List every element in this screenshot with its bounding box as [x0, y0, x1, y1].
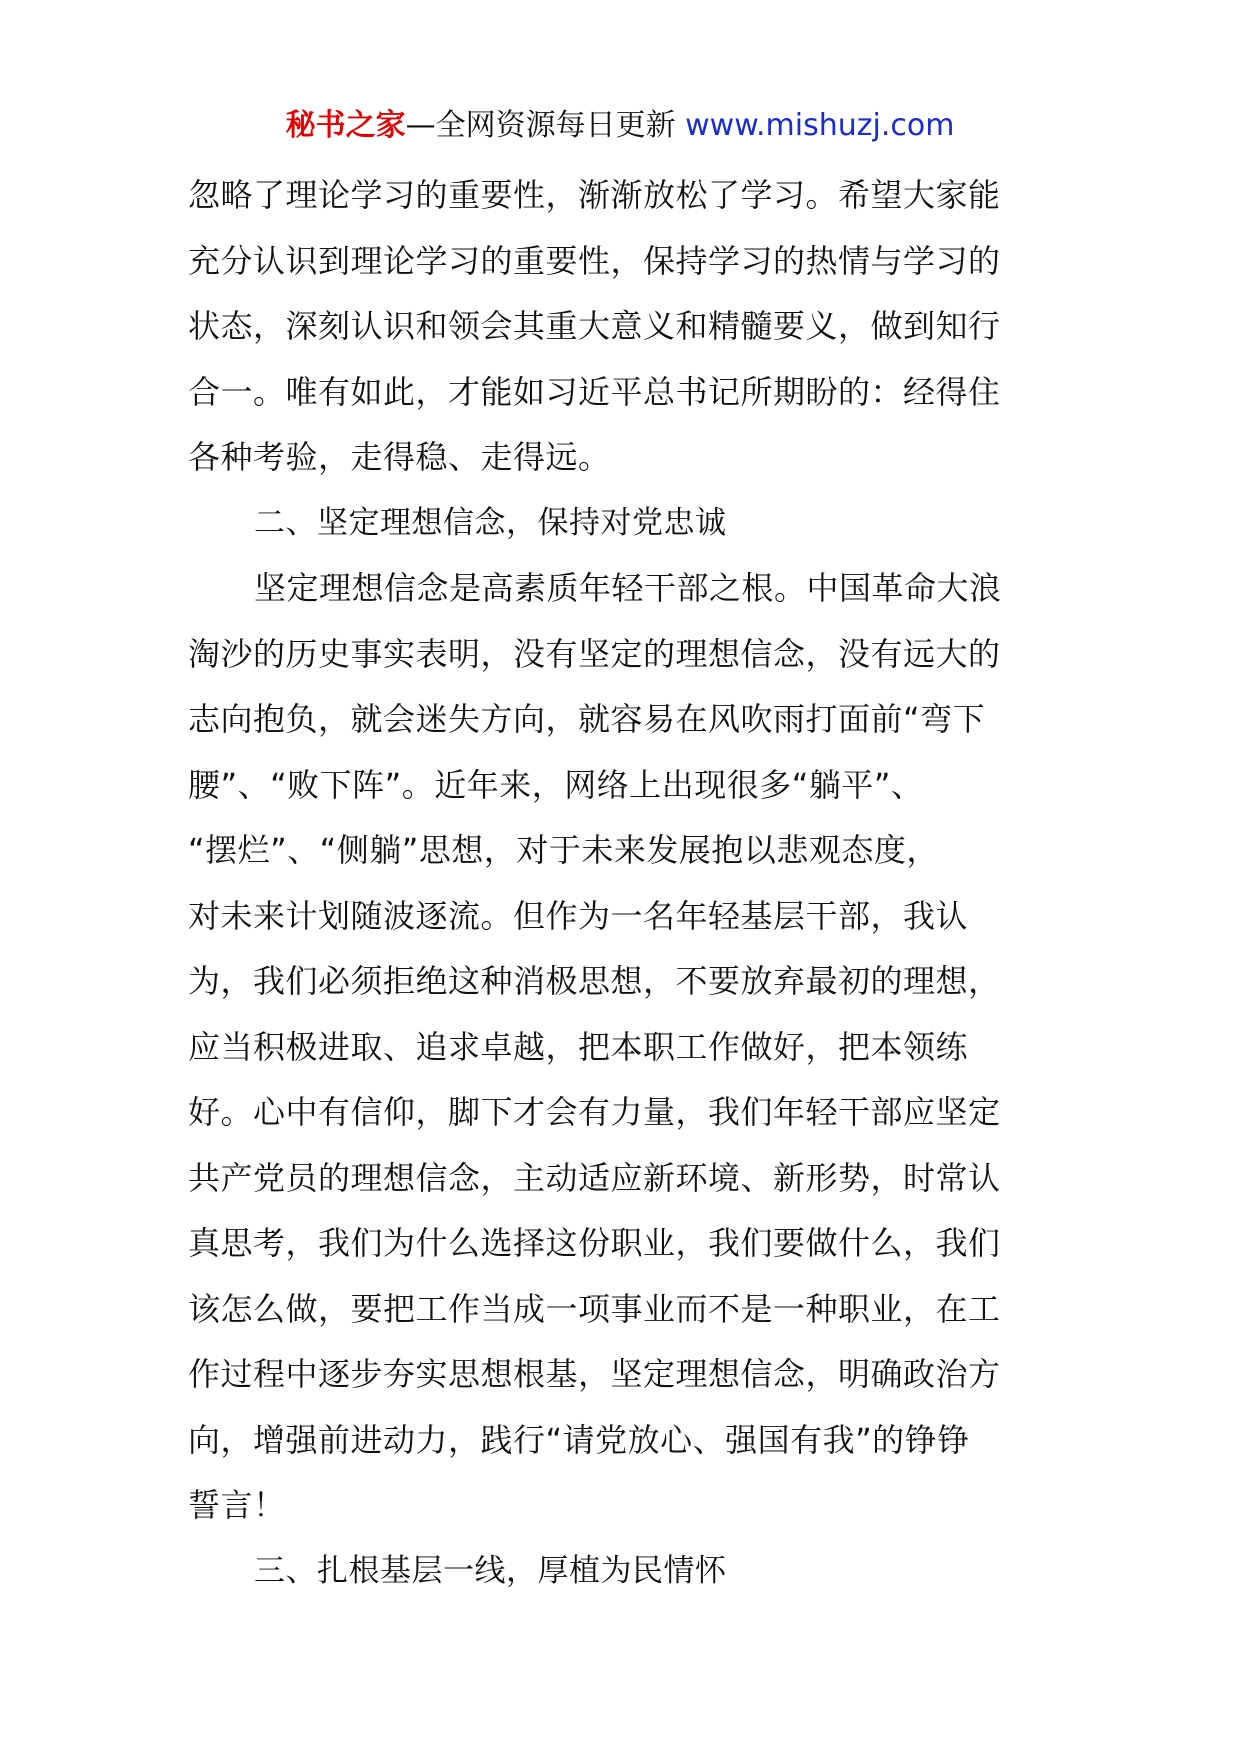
text-line: 状态，深刻认识和领会其重大意义和精髓要义，做到知行	[188, 307, 1001, 345]
text-line: 该怎么做，要把工作当成一项事业而不是一种职业，在工	[188, 1289, 1001, 1328]
text-line: 忽略了理论学习的重要性，渐渐放松了学习。希望大家能	[188, 176, 1001, 214]
section-heading-3: 三、扎根基层一线，厚植为民情怀	[254, 1552, 727, 1589]
text-line: 共产党员的理想信念，主动适应新环境、新形势，时常认	[188, 1158, 1001, 1197]
text-line: 志向抱负，就会迷失方向，就容易在风吹雨打面前“弯下	[188, 700, 986, 738]
text-line: 应当积极进取、追求卓越，把本职工作做好，把本领练	[188, 1027, 969, 1066]
text-line: 各种考验，走得稳、走得远。	[188, 438, 611, 476]
site-url-link[interactable]: www.mishuzj.com	[685, 108, 955, 143]
text-line: 合一。唯有如此，才能如习近平总书记所期盼的：经得住	[188, 372, 1001, 411]
document-body	[188, 163, 1054, 1604]
text-line: 作过程中逐步夯实思想根基，坚定理想信念，明确政治方	[188, 1355, 1001, 1393]
text-line: 为，我们必须拒绝这种消极思想，不要放弃最初的理想，	[188, 962, 1001, 1000]
text-line: 对未来计划随波逐流。但作为一名年轻基层干部，我认	[188, 896, 969, 935]
brand-name: 秘书之家	[285, 108, 406, 143]
header-tagline: —全网资源每日更新	[405, 108, 676, 143]
text-line: 充分认识到理论学习的重要性，保持学习的热情与学习的	[188, 241, 1001, 280]
text-line: “摆烂”、“侧躺”思想，对于未来发展抱以悲观态度，	[188, 831, 939, 869]
text-line: 誓言！	[188, 1486, 286, 1524]
text-line: 向，增强前进动力，践行“请党放心、强国有我”的铮铮	[188, 1420, 970, 1459]
text-line: 好。心中有信仰，脚下才会有力量，我们年轻干部应坚定	[188, 1093, 1001, 1131]
paragraph-first-line: 坚定理想信念是高素质年轻干部之根。中国革命大浪	[254, 569, 1002, 607]
section-heading-2: 二、坚定理想信念，保持对党忠诚	[254, 504, 727, 541]
site-header	[0, 100, 1240, 152]
text-line: 淘沙的历史事实表明，没有坚定的理想信念，没有远大的	[188, 634, 1001, 673]
text-line: 真思考，我们为什么选择这份职业，我们要做什么，我们	[188, 1224, 1001, 1262]
text-line: 腰”、“败下阵”。近年来，网络上出现很多“躺平”、	[188, 765, 924, 804]
